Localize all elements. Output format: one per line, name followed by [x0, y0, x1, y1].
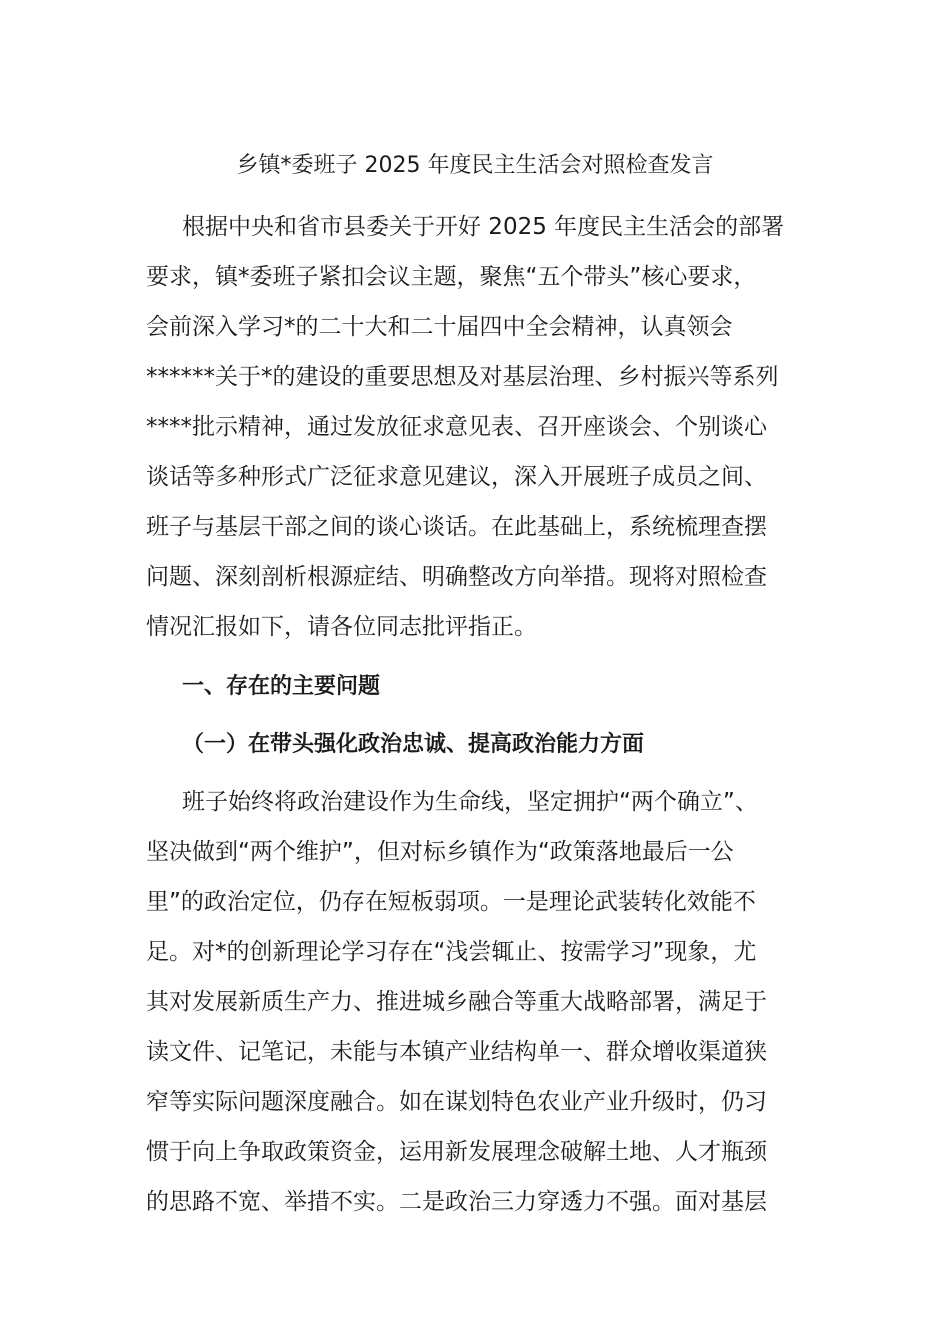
paragraph-line: 其对发展新质生产力、推进城乡融合等重大战略部署，满足于 [146, 989, 767, 1015]
paragraph-line: 里”的政治定位，仍存在短板弱项。一是理论武装转化效能不 [146, 889, 756, 915]
paragraph-line: 坚决做到“两个维护”，但对标乡镇作为“政策落地最后一公 [146, 839, 734, 865]
paragraph-line: ****批示精神，通过发放征求意见表、召开座谈会、个别谈心 [146, 414, 767, 440]
paragraph-line: 会前深入学习*的二十大和二十届四中全会精神，认真领会 [146, 314, 733, 340]
paragraph-line: 惯于向上争取政策资金，运用新发展理念破解土地、人才瓶颈 [146, 1139, 767, 1165]
paragraph-line: 问题、深刻剖析根源症结、明确整改方向举措。现将对照检查 [146, 564, 767, 590]
paragraph-line: 班子与基层干部之间的谈心谈话。在此基础上，系统梳理查摆 [146, 514, 767, 540]
paragraph-line: 读文件、记笔记，未能与本镇产业结构单一、群众增收渠道狭 [146, 1039, 767, 1065]
paragraph-line: 要求，镇*委班子紧扣会议主题，聚焦“五个带头”核心要求， [146, 264, 757, 290]
paragraph-line: 根据中央和省市县委关于开好 2025 年度民主生活会的部署 [182, 214, 785, 240]
paragraph-line: 窄等实际问题深度融合。如在谋划特色农业产业升级时，仍习 [146, 1089, 767, 1115]
paragraph-line: 情况汇报如下，请各位同志批评指正。 [146, 614, 537, 640]
subsection-heading: （一）在带头强化政治忠诚、提高政治能力方面 [182, 732, 645, 757]
document-title: 乡镇*委班子 2025 年度民主生活会对照检查发言 [236, 153, 714, 178]
paragraph-line: 足。对*的创新理论学习存在“浅尝辄止、按需学习”现象，尤 [146, 939, 757, 965]
paragraph-line: ******关于*的建设的重要思想及对基层治理、乡村振兴等系列 [146, 364, 779, 390]
paragraph-line: 班子始终将政治建设作为生命线，坚定拥护“两个确立”、 [182, 789, 758, 815]
paragraph-line: 的思路不宽、举措不实。二是政治三力穿透力不强。面对基层 [146, 1189, 767, 1215]
section-heading: 一、存在的主要问题 [182, 674, 381, 699]
paragraph-line: 谈话等多种形式广泛征求意见建议，深入开展班子成员之间、 [146, 464, 767, 490]
